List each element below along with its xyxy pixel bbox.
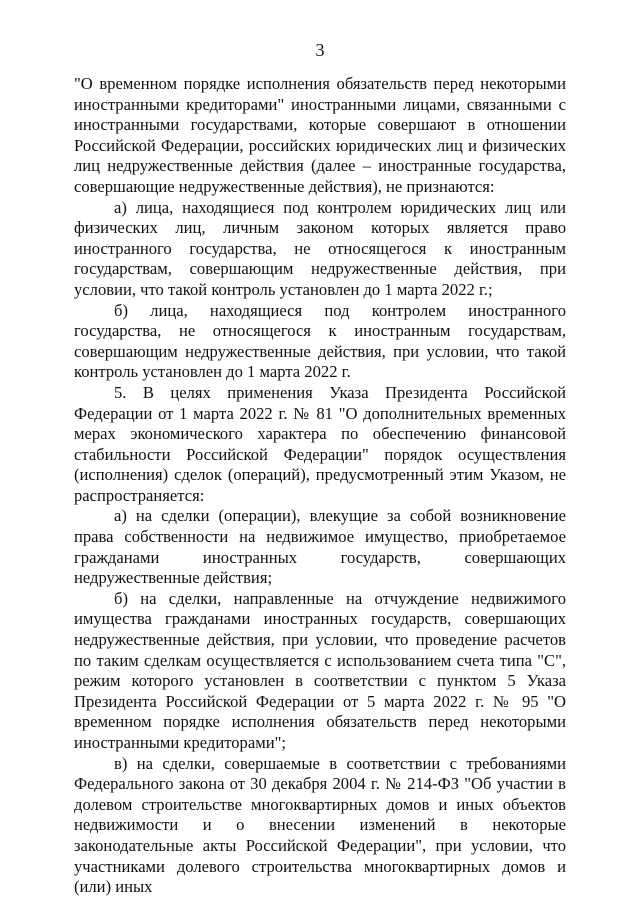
document-body — [74, 74, 566, 898]
paragraph-continuation: "О временном порядке исполнения обязательств перед некоторыми иностранными кредиторами" иностранными лицами, связанными с иностранными государствами, которые совершают в отношении Российской Федерации, российских юридических лиц и физических лиц недружественные действия (далее – иностранные государства, совершающие недружественные действия), не признаются: — [74, 74, 566, 196]
page-number: 3 — [315, 40, 325, 60]
paragraph-item-b: б) лица, находящиеся под контролем иностранного государства, не относящегося к иностранным государствам, совершающим недружественные действия, при условии, что такой контроль установлен до 1 марта 2022 г. — [74, 300, 566, 382]
paragraph-item-a: а) лица, находящиеся под контролем юридических лиц или физических лиц, личным законом которых является право иностранного государства, не относящегося к иностранным государствам, совершающим недружественные действия, при условии, что такой контроль установлен до 1 марта 2022 г.; — [74, 197, 566, 299]
paragraph-item-5v: в) на сделки, совершаемые в соответствии с требованиями Федерального закона от 30 декабря 2004 г. № 214-ФЗ "Об участии в долевом строительстве многоквартирных домов и иных объектов недвижимости и о внесении изменений в некоторые законодательные акты Российской Федерации", при условии, что участниками долевого строительства многоквартирных домов и (или) иных — [74, 753, 566, 897]
paragraph-item-5b: б) на сделки, направленные на отчуждение недвижимого имущества гражданами иностранных государств, совершающих недружественные действия, при условии, что проведение расчетов по таким сделкам осуществляется с использованием счета типа "С", режим которого установлен в соответствии с пунктом 5 Указа Президента Российской Федерации от 5 марта 2022 г. № 95 "О временном порядке исполнения обязательств перед некоторыми иностранными кредиторами"; — [74, 588, 566, 752]
paragraph-clause-5: 5. В целях применения Указа Президента Российской Федерации от 1 марта 2022 г. № 81 "О дополнительных временных мерах экономического характера по обеспечению финансовой стабильности Российской Федерации" порядок осуществления (исполнения) сделок (операций), предусмотренный этим Указом, не распространяется: — [74, 382, 566, 505]
paragraph-item-5a: а) на сделки (операции), влекущие за собой возникновение права собственности на недвижимое имущество, приобретаемое гражданами иностранных государств, совершающих недружественные действия; — [74, 506, 566, 588]
